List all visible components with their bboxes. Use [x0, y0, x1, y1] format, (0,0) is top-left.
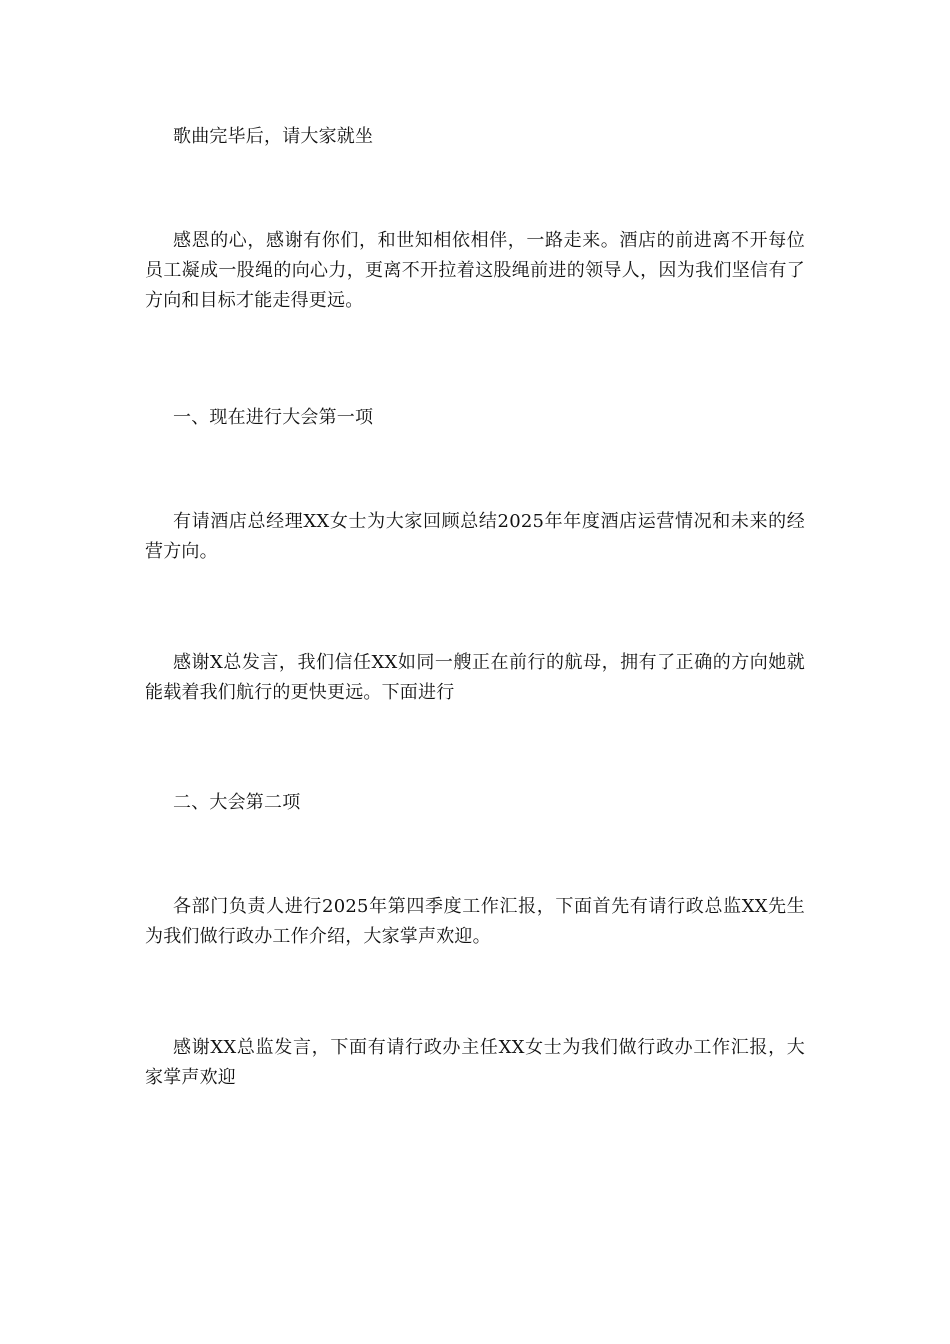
- section-heading-item-two: 二、大会第二项: [173, 792, 301, 813]
- paragraph-general-manager: 有请酒店总经理XX女士为大家回顾总结2025年年度酒店运营情况和未来的经营方向。: [145, 511, 805, 562]
- paragraph-gratitude: 感恩的心，感谢有你们，和世知相依相伴，一路走来。酒店的前进离不开每位员工凝成一股绳的向心力，更离不开拉着这股绳前进的领导人，因为我们坚信有了方向和目标才能走得更远。: [145, 230, 805, 311]
- paragraph-song-finished: 歌曲完毕后，请大家就坐: [173, 126, 374, 147]
- paragraph-admin-director-thanks: 感谢XX总监发言，下面有请行政办主任XX女士为我们做行政办工作汇报，大家掌声欢迎: [145, 1037, 805, 1088]
- paragraph-department-reports: 各部门负责人进行2025年第四季度工作汇报，下面首先有请行政总监XX先生为我们做行政办工作介绍，大家掌声欢迎。: [145, 896, 805, 947]
- section-heading-item-one: 一、现在进行大会第一项: [173, 407, 374, 428]
- paragraph-thanks-speech: 感谢X总发言，我们信任XX如同一艘正在前行的航母，拥有了正确的方向她就能载着我们航行的更快更远。下面进行: [145, 652, 805, 703]
